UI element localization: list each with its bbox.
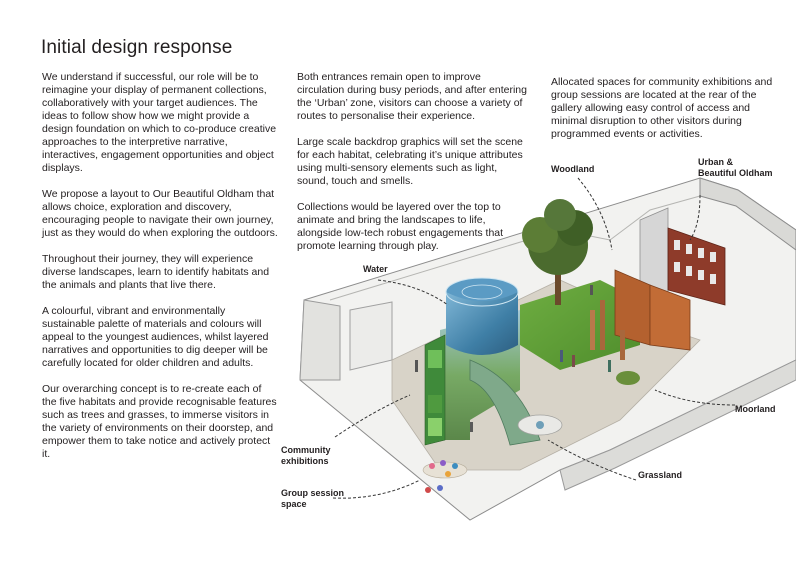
label-urban-line2: Beautiful Oldham (698, 168, 773, 178)
paragraph: Large scale backdrop graphics will set the scene for each habitat, celebrating it’s unique attributes using multi-sensory elements such as light, sound, touch and smells. (297, 136, 523, 187)
grassland-disc (518, 415, 562, 435)
paragraph: Collections would be layered over the top to animate and bring the landscapes to life, alongside low-tech robust engagements that promote learning through play. (297, 201, 504, 252)
label-grassland: Grassland (638, 470, 683, 480)
paragraph: A colourful, vibrant and environmentally sustainable palette of materials and colours will appeal to the youngest audiences, whilst layered narratives and opportunities to dig deeper will be carefully located for older children and adults. (42, 305, 269, 369)
label-water: Water (363, 264, 388, 274)
paragraph: Allocated spaces for community exhibitions and group sessions are located at the rear of the gallery allowing easy control of access and minimal disruption to other visitors during programmed events or activities. (551, 76, 773, 140)
label-community-line2: exhibitions (281, 456, 329, 466)
label-urban-line1: Urban & (698, 157, 734, 167)
paragraph: We understand if successful, our role will be to reimagine your display of permanent collections, collaboratively with your target audiences. The ideas to follow show how we might provide a design foundation on which to co-produce creative approaches to the interpretive narrative, interactives, engagement opportunities and object displays. (42, 71, 277, 174)
label-group-line2: space (281, 499, 307, 509)
label-community-line1: Community (281, 445, 331, 455)
label-woodland: Woodland (551, 164, 595, 174)
paragraph: Our overarching concept is to re-create each of the five habitats and provide recognisable features such as trees and grasses, to immerse visitors in the variety of environments on their doorstep, and empower them to take notice and actively protect it. (42, 383, 277, 460)
paragraph: Both entrances remain open to improve circulation during busy periods, and after entering the ‘Urban’ zone, visitors can choose a variety of routes to personalise their experience. (297, 71, 527, 122)
paragraph: We propose a layout to Our Beautiful Oldham that allows choice, exploration and discovery, encouraging people to navigate their own journey, just as they would do when exploring the outdoors. (42, 188, 278, 239)
paragraph: Throughout their journey, they will experience diverse landscapes, learn to identify habitats and the animals and plants that live there. (42, 253, 270, 291)
label-moorland: Moorland (735, 404, 776, 414)
community-exhibition-panels (425, 335, 445, 445)
page-title: Initial design response (41, 37, 233, 58)
label-group-line1: Group session (281, 488, 345, 498)
